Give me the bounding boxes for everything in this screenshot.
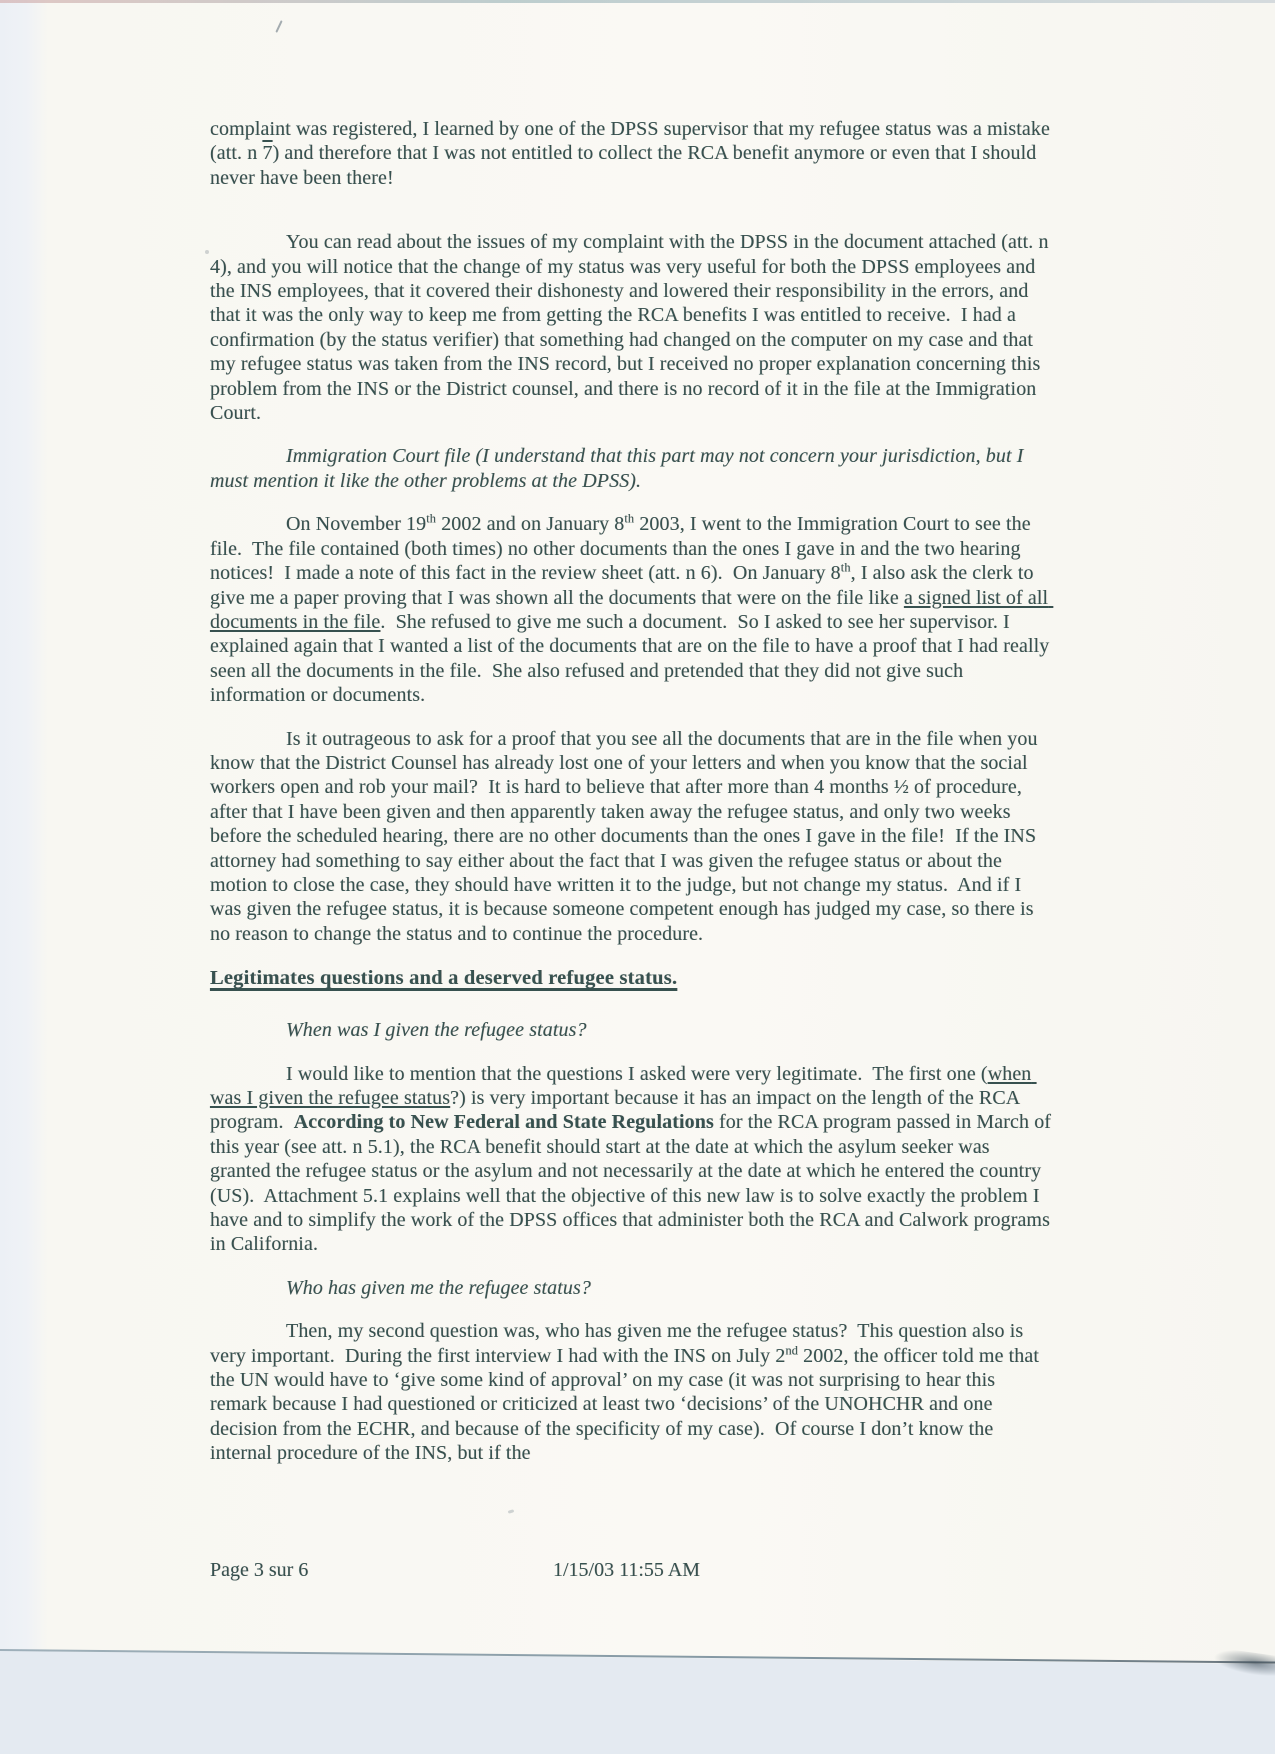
- paragraph-complaint-continuation: complaint was registered, I learned by one of the DPSS supervisor that my refugee status was a mistake (att. n 7) and therefore that I was not entitled to collect the RCA benefit anymore or even that I should never have been there!: [210, 118, 1056, 189]
- paragraph-dpss-complaint: You can read about the issues of my complaint with the DPSS in the document attached (att. n 4), and you will notice that the change of my status was very useful for both the DPSS employees and the INS employees, that it covered their dishonesty and lowered their responsibility in the errors, and that it was the only way to keep me from getting the RCA benefits I was entitled to receive. I had a confirmation (by the status verifier) that something had changed on the computer on my case and that my refugee status was taken from the INS record, but I received no proper explanation concerning this problem from the INS or the District counsel, and there is no record of it in the file at the Immigration Court.: [210, 231, 1054, 425]
- page-number-label: Page 3 sur 6: [210, 1559, 309, 1581]
- paragraph-immigration-court-note: Immigration Court file (I understand that this part may not concern your jurisdiction, but I must mention it like the other problems at the DPSS).: [210, 445, 1029, 492]
- scanner-bed: [0, 1650, 1275, 1754]
- paragraph-second-question: Then, my second question was, who has given me the refugee status? This question also is very important. During the first interview I had with the INS on July 2nd 2002, the officer told me that the UN would have to ‘give some kind of approval’ on my case (it was not surprising to hear this remark because I had questioned or criticized at least two ‘decisions’ of the UNOHCHR and one decision from the ECHR, and because of the specificity of my case). Of course I don’t know the internal procedure of the INS, but if the: [210, 1320, 1045, 1465]
- document-text: [210, 117, 1055, 1485]
- paragraph-first-question: I would like to mention that the questions I asked were very legitimate. The first one (when was I given the refugee status?) is very important because it has an impact on the length of the RCA program. According to New Federal and State Regulations for the RCA program passed in March of this year (see att. n 5.1), the RCA benefit should start at the date at which the asylum seeker was granted the refugee status or the asylum and not necessarily at the date at which he entered the country (US). Attachment 5.1 explains well that the objective of this new law is to solve exactly the problem I have and to simplify the work of the DPSS offices that administer both the RCA and Calwork programs in California.: [210, 1062, 1057, 1256]
- paragraph-outrageous-proof: Is it outrageous to ask for a proof that you see all the documents that are in the file when you know that the District Counsel has already lost one of your letters and when you know that the social workers open and rob your mail? It is hard to believe that after more than 4 months ½ of procedure, after that I have been given and then apparently taken away the refugee status, and only two weeks before the scheduled hearing, there are no other documents than the ones I gave in the file! If the INS attorney had something to say either about the fact that I was given the refugee status or about the motion to close the case, they should have written it to the judge, but not change my status. And if I was given the refugee status, it is because someone competent enough has judged my case, so there is no reason to change the status and to continue the procedure.: [210, 727, 1043, 945]
- scan-top-edge: [0, 0, 1275, 3]
- paragraph-court-file-visits: On November 19th 2002 and on January 8th 2003, I went to the Immigration Court to see the file. The file contained (both times) no other documents than the ones I gave in and the two hearing notices! I made a note of this fact in the review sheet (att. n 6). On January 8th, I also ask the clerk to give me a paper proving that I was shown all the documents that were on the file like a signed list of all documents in the file. She refused to give me such a document. So I asked to see her supervisor. I explained again that I wanted a list of the documents that are on the file to have a proof that I had really seen all the documents in the file. She also refused and pretended that they did not give such information or documents.: [210, 511, 1055, 707]
- subheading-when-was-i-given-status: When was I given the refugee status?: [286, 1019, 587, 1042]
- scan-artifact: [205, 250, 209, 254]
- subheading-who-has-given-status: Who has given me the refugee status?: [286, 1276, 592, 1299]
- printed-timestamp: 1/15/03 11:55 AM: [553, 1559, 701, 1581]
- heading-legitimate-questions: Legitimates questions and a deserved refugee status.: [210, 967, 678, 990]
